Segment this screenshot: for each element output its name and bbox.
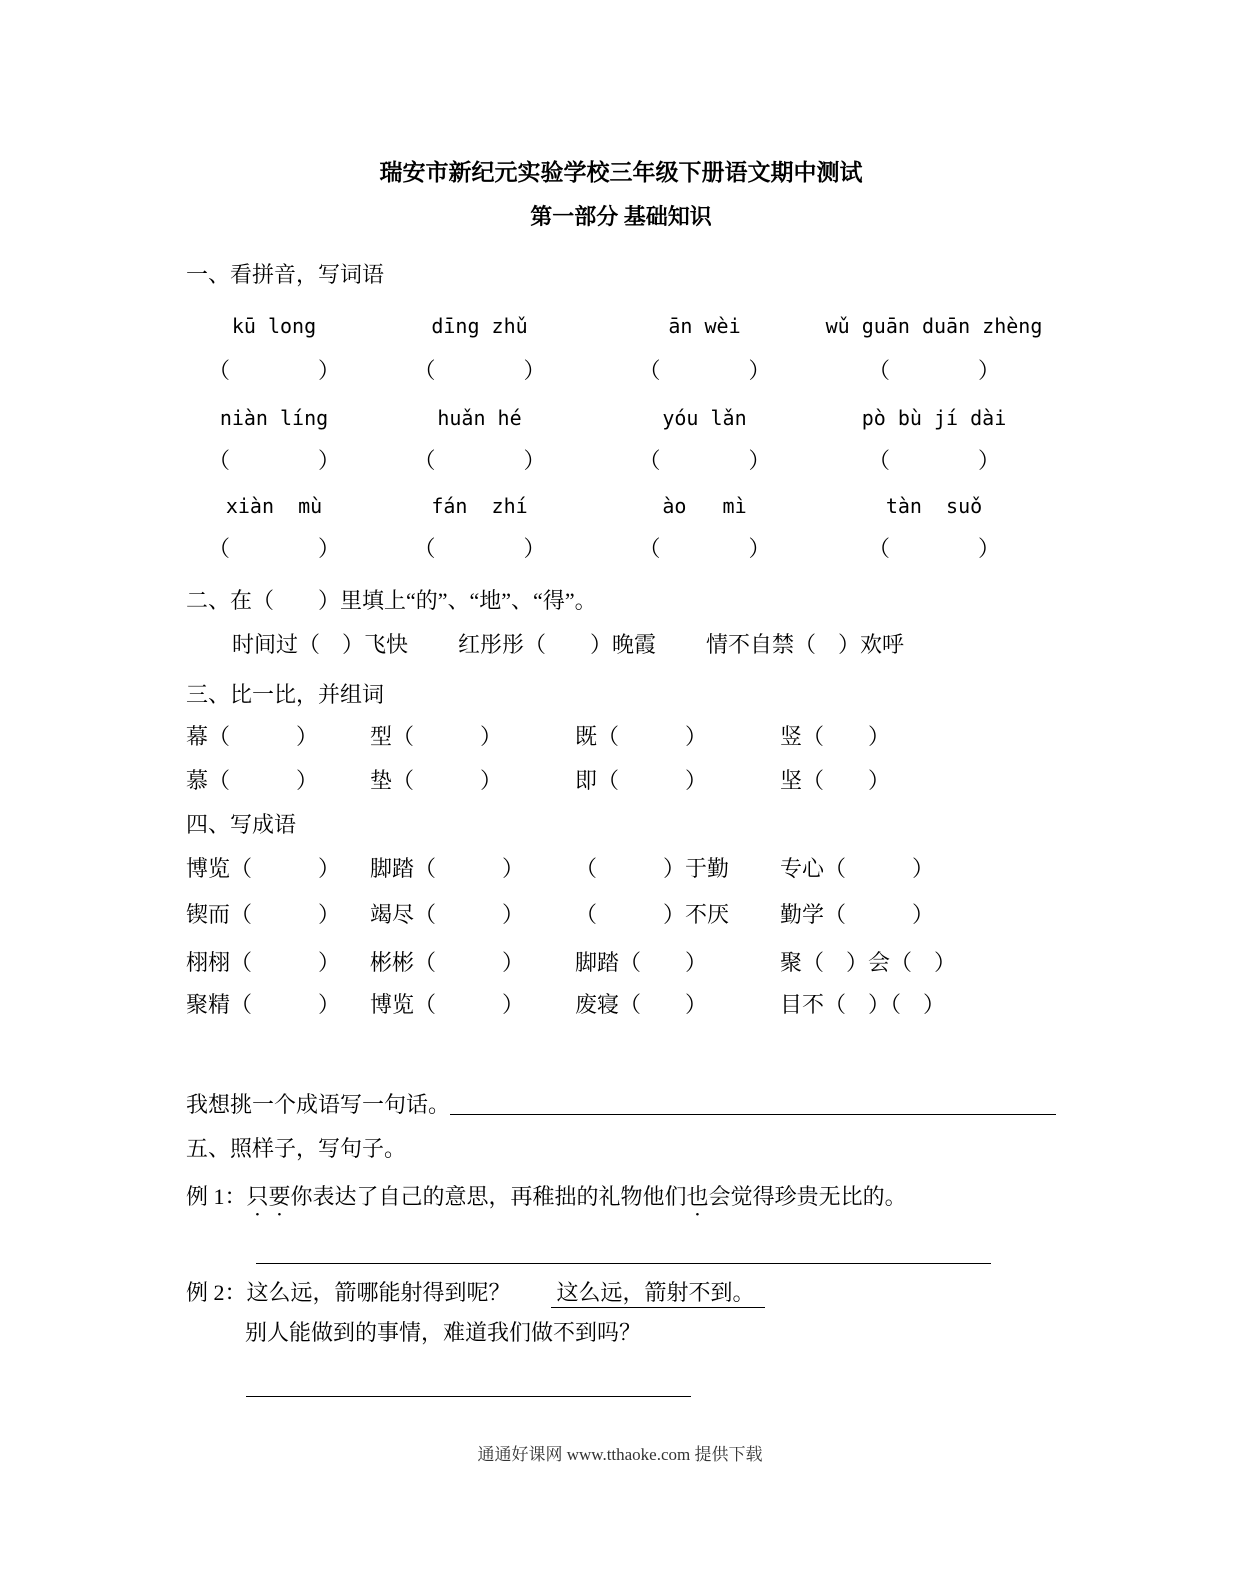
idiom-item: 竭尽（ ） [370, 902, 525, 927]
pinyin-word: tàn suǒ [885, 494, 983, 518]
answer-blank-row-2 [186, 446, 1056, 476]
idiom-item: 专心（ ） [780, 856, 935, 881]
idiom-item: 聚精（ ） [186, 992, 341, 1017]
write-on-line [256, 1237, 991, 1264]
pinyin-word: pò bù jí dài [861, 406, 1007, 430]
answer-blank: （ ） [413, 358, 546, 383]
compare-row-2 [186, 766, 1056, 796]
idiom-sentence-prompt [186, 1090, 1056, 1120]
idiom-item: （ ）于勤 [575, 856, 730, 881]
answer-blank: （ ） [207, 358, 340, 383]
pinyin-row-2 [186, 404, 1056, 432]
particle-fill-row [186, 630, 1056, 660]
idiom-item: 脚踏（ ） [370, 856, 525, 881]
idiom-item: 锲而（ ） [186, 902, 341, 927]
idiom-item: 勤学（ ） [780, 902, 935, 927]
answer-blank: （ ） [207, 536, 340, 561]
compare-item: 幕（ ） [186, 724, 319, 749]
example-1-sentence [247, 1182, 1056, 1221]
section-5-heading: 五、照样子，写句子。 [186, 1136, 407, 1161]
example-2-label: 例 2： [186, 1280, 247, 1305]
idiom-row-2 [186, 900, 1056, 930]
idiom-row-1 [186, 854, 1056, 884]
idiom-item: 目不（ ）（ ） [780, 992, 946, 1017]
idiom-row-4 [186, 990, 1056, 1020]
compare-item: 慕（ ） [186, 768, 319, 793]
sentence-fragment: 会觉得珍贵无比的。 [708, 1184, 907, 1209]
footer-credit: 通通好课网 www.tthaoke.com 提供下载 [477, 1445, 763, 1464]
section-1-heading: 一、看拼音，写词语 [186, 262, 385, 287]
compare-row-1 [186, 722, 1056, 752]
example-1-label: 例 1： [186, 1184, 247, 1209]
particle-fill-item: 红彤彤（ ）晚霞 [458, 632, 657, 657]
idiom-item: 博览（ ） [186, 856, 341, 881]
answer-blank-row-1 [186, 356, 1056, 386]
pinyin-row-3 [186, 492, 1056, 520]
compare-item: 即（ ） [575, 768, 708, 793]
pinyin-word: kū long [231, 314, 317, 338]
compare-item: 垫（ ） [370, 768, 503, 793]
pinyin-word: huǎn hé [437, 406, 522, 430]
compare-item: 既（ ） [575, 724, 708, 749]
idiom-row-3 [186, 948, 1056, 978]
idiom-item: （ ）不厌 [575, 902, 730, 927]
idiom-item: 博览（ ） [370, 992, 525, 1017]
emphasized-word: 也 [686, 1184, 709, 1209]
section-2-heading: 二、在（ ）里填上“的”、“地”、“得”。 [186, 588, 597, 613]
section-4-heading: 四、写成语 [186, 812, 297, 837]
pinyin-word: fán zhí [431, 494, 528, 518]
section-3-heading: 三、比一比，并组词 [186, 682, 385, 707]
page-subtitle: 第一部分 基础知识 [530, 204, 712, 229]
answer-blank: （ ） [413, 448, 546, 473]
idiom-item: 聚（ ）会（ ） [780, 950, 957, 975]
idiom-sentence-prompt-text: 我想挑一个成语写一句话。 [186, 1092, 451, 1117]
answer-blank: （ ） [867, 536, 1000, 561]
answer-blank: （ ） [638, 536, 771, 561]
particle-fill-item: 情不自禁（ ）欢呼 [706, 632, 905, 657]
idiom-item: 脚踏（ ） [575, 950, 708, 975]
example-2-sentence [247, 1278, 1056, 1308]
sentence-fragment: 你表达了自己的意思，再稚拙的礼物他们 [290, 1184, 687, 1209]
example-2 [186, 1278, 1056, 1308]
compare-item: 竖（ ） [780, 724, 891, 749]
pinyin-word: niàn líng [219, 406, 329, 430]
answer-blank: （ ） [413, 536, 546, 561]
compare-item: 型（ ） [370, 724, 503, 749]
pinyin-word: xiàn mù [225, 494, 323, 518]
write-on-line [246, 1372, 691, 1397]
pinyin-word: ān wèi [668, 314, 741, 338]
idiom-item: 废寝（ ） [575, 992, 708, 1017]
example-2-prompt: 别人能做到的事情，难道我们做不到吗？ [245, 1320, 642, 1345]
example-2-question: 这么远，箭哪能射得到呢？ [246, 1280, 511, 1305]
emphasized-word: 只要 [246, 1184, 291, 1209]
pinyin-word: wǔ guān duān zhèng [825, 314, 1043, 338]
idiom-item: 栩栩（ ） [186, 950, 341, 975]
write-on-line [450, 1114, 1056, 1115]
particle-fill-item: 时间过（ ）飞快 [232, 632, 409, 657]
page-title: 瑞安市新纪元实验学校三年级下册语文期中测试 [379, 160, 863, 185]
pinyin-word: yóu lǎn [662, 406, 747, 430]
idiom-item: 彬彬（ ） [370, 950, 525, 975]
pinyin-row-1 [186, 312, 1056, 340]
answer-blank: （ ） [638, 358, 771, 383]
answer-blank: （ ） [207, 448, 340, 473]
answer-blank: （ ） [867, 448, 1000, 473]
answer-blank-row-3 [186, 534, 1056, 564]
compare-item: 坚（ ） [780, 768, 891, 793]
answer-blank: （ ） [638, 448, 771, 473]
example-1 [186, 1182, 1056, 1221]
pinyin-word: dīng zhǔ [431, 314, 528, 338]
example-2-answer: 这么远，箭射不到。 [551, 1280, 765, 1308]
answer-blank: （ ） [867, 358, 1000, 383]
pinyin-word: ào mì [662, 494, 747, 518]
